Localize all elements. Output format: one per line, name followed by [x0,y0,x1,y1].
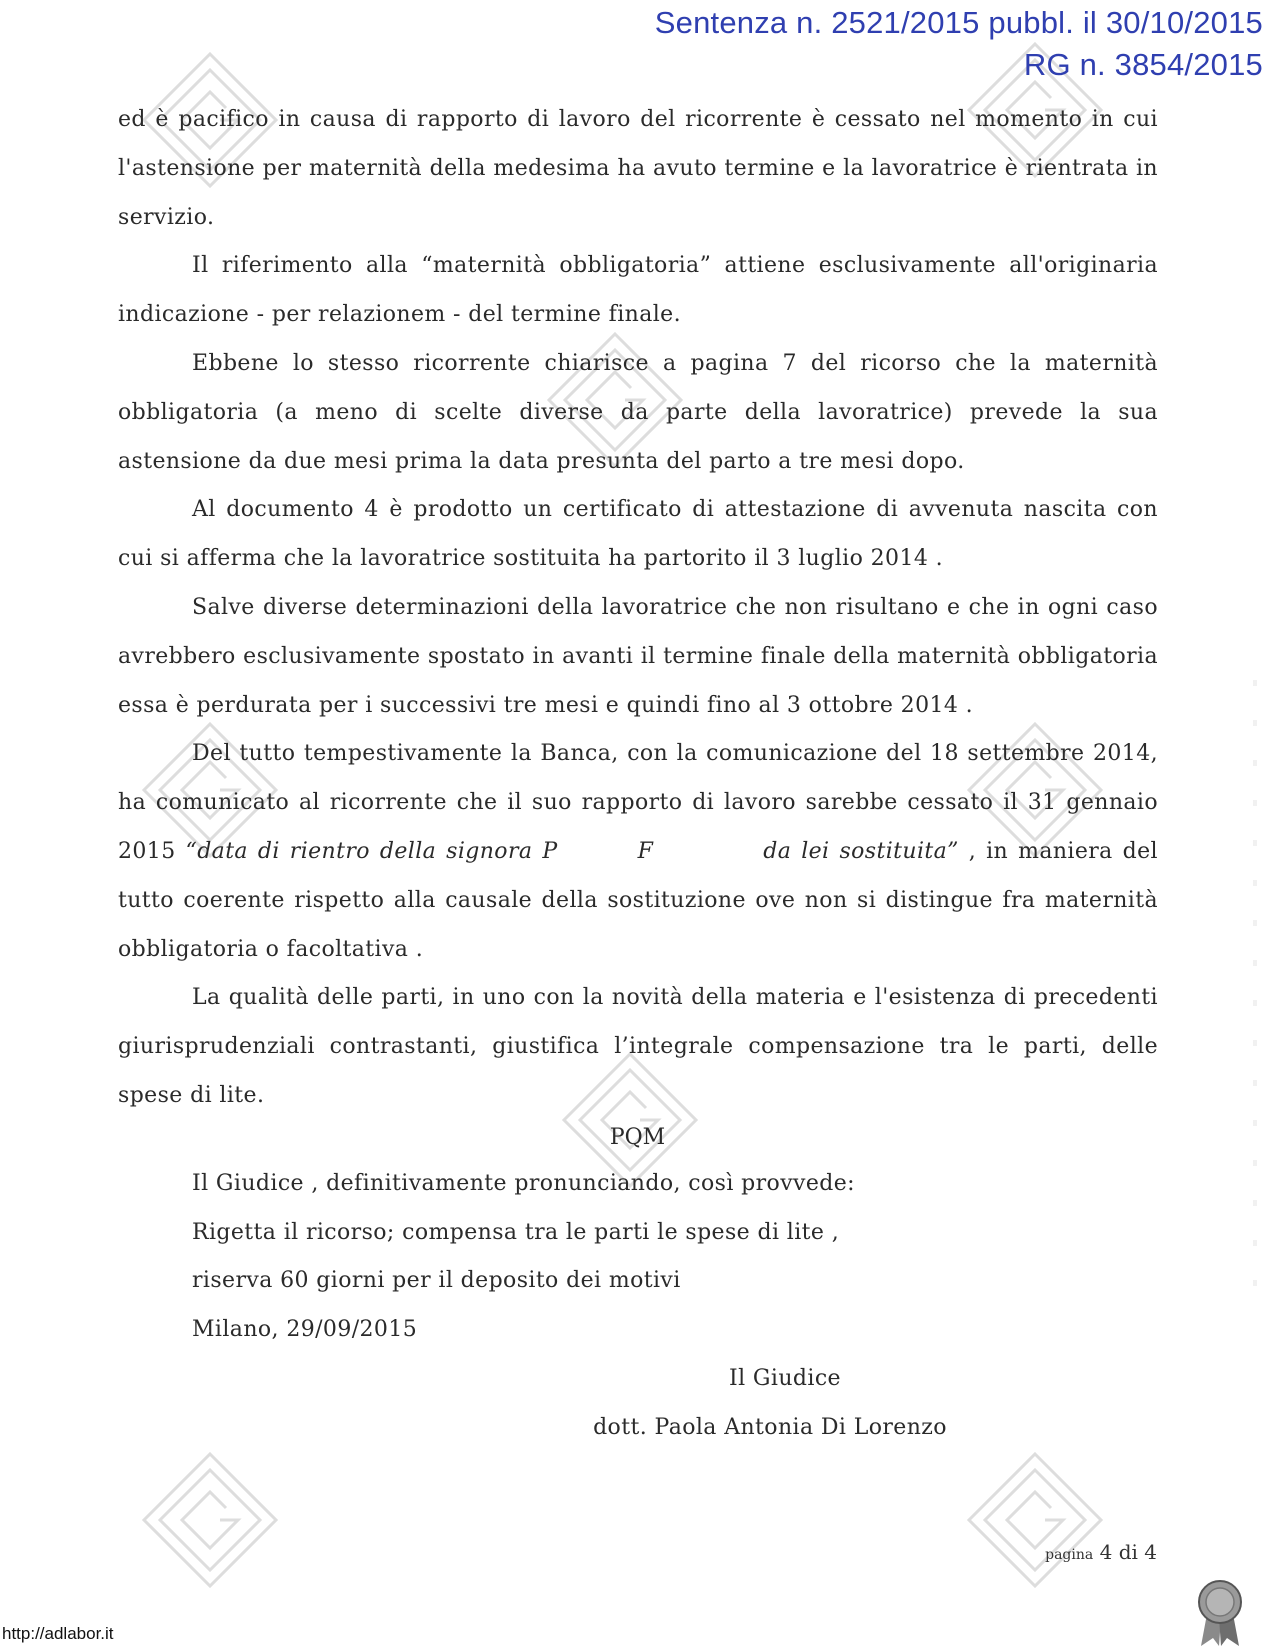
page-number: pagina 4 di 4 [1045,1540,1157,1564]
ruling-line: Rigetta il ricorso; compensa tra le parti le spese di lite , [192,1219,840,1245]
watermark-logo-icon [965,1450,1105,1590]
paragraph: La qualità delle parti, in uno con la novità della materia e l'esistenza di precedenti giurisprudenziali contrastanti, giustifica l’integrale compensazione tra le parti, delle spese di lite. [118,985,1158,1108]
quoted-text: da lei sostituita” [763,838,959,864]
ruling-line: Il Giudice , definitivamente pronunciando, così provvede: [192,1171,855,1196]
side-margin-marks [1253,680,1257,1300]
judge-name: dott. Paola Antonia Di Lorenzo [593,1414,947,1440]
paragraph: ed è pacifico in causa di rapporto di lavoro del ricorrente è cessato nel momento in cui l'astensione per maternità della medesima ha avuto termine e la lavoratrice è rientrata in servizio. [118,107,1158,230]
quoted-text: F [637,838,654,864]
place-date: Milano, 29/09/2015 [192,1316,418,1342]
watermark-logo-icon [140,1450,280,1590]
paragraph: Al documento 4 è prodotto un certificato di attestazione di avvenuta nascita con cui si afferma che la lavoratrice sostituita ha partorito il 3 luglio 2014 . [118,497,1158,572]
paragraph: Salve diverse determinazioni della lavoratrice che non risultano e che in ogni caso avrebbero esclusivamente spostato in avanti il termine finale della maternità obbligatoria essa è perdurata per i successivi tre mesi e quindi fino al 3 ottobre 2014 . [118,594,1158,718]
registry-number: RG n. 3854/2015 [1023,47,1263,82]
quoted-text: “data di rientro della signora P [185,838,558,864]
document-body [118,96,1158,1121]
paragraph: Il riferimento alla “maternità obbligatoria” attiene esclusivamente all'originaria indicazione - per relazionem - del termine finale. [118,253,1158,328]
signature-title: Il Giudice [729,1366,841,1391]
pqm-heading: PQM [609,1125,666,1150]
paragraph-text: Del tutto tempestivamente la Banca, con la comunicazione del 18 settembre 2014, ha comunicato al ricorrente che il suo rapporto di lavoro sarebbe cessato il 31 gennaio 2015 [118,741,1158,864]
sentence-number: Sentenza n. 2521/2015 pubbl. il 30/10/2015 [654,5,1263,40]
signature-block [560,1355,980,1452]
award-ribbon-icon [1195,1578,1245,1648]
paragraph [118,730,1158,974]
source-link[interactable]: http://adlabor.it [2,1624,114,1643]
registry-stamp [655,2,1263,86]
paragraph-text: , in maniera del tutto coerente rispetto alla causale della sostituzione ove non si distingue fra maternità obbligatoria o facoltativa . [118,838,1158,962]
ruling-line: riserva 60 giorni per il deposito dei motivi [192,1268,681,1293]
paragraph: Ebbene lo stesso ricorrente chiarisce a pagina 7 del ricorso che la maternità obbligatoria (a meno di scelte diverse da parte della lavoratrice) prevede la sua astensione da due mesi prima la data presunta del parto a tre mesi dopo. [118,350,1158,474]
ruling-section [192,1160,855,1354]
